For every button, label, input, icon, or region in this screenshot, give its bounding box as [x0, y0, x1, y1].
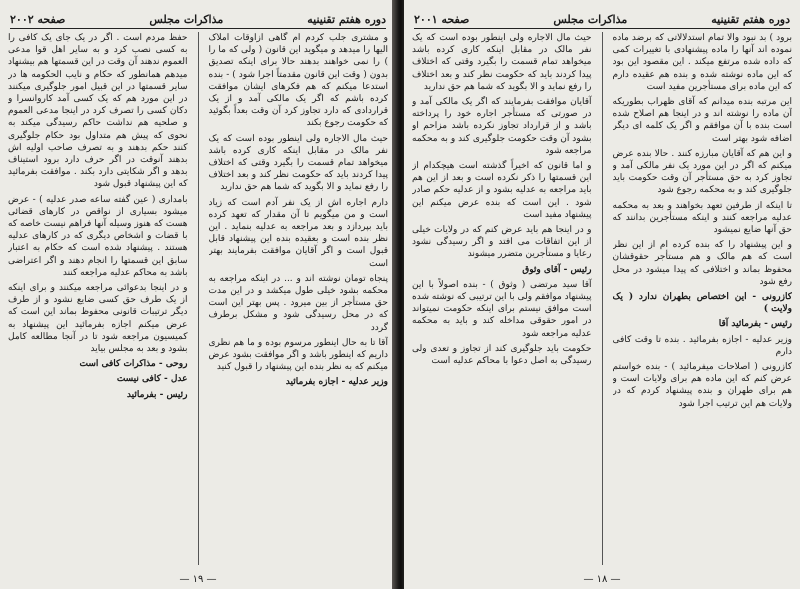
right-page-header [414, 4, 790, 29]
page-footer: — ۱۸ — [583, 574, 621, 585]
column-divider [198, 32, 199, 565]
paragraph: و این پیشنهاد را که بنده کرده ام از این نظر است که هم مالک و هم مستأجر حقوقشان محفوظ بماند و اختلافی که پیدا میشود در محل رفع شود [612, 240, 792, 287]
text-column [209, 32, 389, 565]
page-number-label: صفحه ۲۰۰۱ [414, 13, 470, 26]
paragraph: حیث مال الاجاره ولی اینطور بوده است که یک نفر مالک در مقابل اینکه کاری کرده باشد میخواهد تمام قسمت را بگیرد وقتی که اختلاف پیدا کردند باید که حکومت نظر کند و بعد اختلاف را رفع نماید و الا بگوید که شما هم حق ندارید [412, 33, 592, 92]
running-title: مذاکرات مجلس [149, 13, 224, 26]
speaker-line: عدل - کافی نیست [116, 374, 188, 385]
paragraph: برود ) بد نبود والا تمام استدلالاتی که برضد ماده نموده اند آنها را ماده پیشنهادی با تغییرات کمی که داده شده مرتفع میکند . این مقصود این بود که این ماده نوشته شده و بنده هم عقیده دارم که این ماده برای مستأجرین مفید است [612, 33, 792, 92]
paragraph: حفظ مردم است . اگر در یک جای یک کافی را به کسی نصب کرد و به سایر اهل قوا مدعی العموم ندهند آن وقت در این قسمتها هم بیشنهاد میدهم همانطور که حکام و نایب الحکومه ها در سایر قسمتها در این قبیل امور جلوگیری میکنند در این مورد هم که یک کسی آمد کاروانسرا و دکان کسی را تصرف کرد در اینجا مدعی العموم و صلحیه هم نداشت حاکم رسیدگی میکند به نحوی که پیش هم متداول بود حکام جلوگیری کنند حکم بدهند و به تصرف صاحب اولیه اش بدهند آنوقت در اگر حرف دارد برود استیناف بدهد و اگر شکایتی دارد بکند . موافقت بفرمائید که این پیشنهاد قبول شود [8, 33, 188, 190]
paragraph: حیث مال الاجاره ولی اینطور بوده است که یک نفر مالک در مقابل اینکه کاری کرده باشد میخواهد تمام قسمت را بگیرد وقتی که اختلاف پیدا کردند باید که حکومت نظر کند و بعد اختلاف را رفع نماید و الا بگوید که شما هم حق ندارید [208, 133, 388, 193]
speaker-line: رئیس - آقای وثوق [522, 264, 592, 275]
paragraph: این مرتبه بنده میدانم که آقای ظهراب بطوریکه آن ماده را نوشته اند و در اینجا هم اصلاح شده است بنده با آن موافقم و اگر یک کلمه ای دیگر اضافه شود بهتر است [612, 97, 792, 144]
page-number-label: صفحه ۲۰۰۲ [10, 13, 66, 26]
session-label: دوره هفتم تقنینیه [307, 13, 386, 26]
paragraph: آقا سید مرتضی ( وثوق ) - بنده اصولاً با این پیشنهاد موافقم ولی با این ترتیبی که نوشته شده است موافق نیستم برای اینکه حکومت نمیتواند در امور حقوقی مداخله کند و باید به محکمه عدلیه مراجعه شود [412, 279, 592, 339]
paragraph: و در اینجا هم باید عرض کنم که در ولایات خیلی از این اتفاقات می افتد و اگر رسیدگی نشود رعایا و مستأجرین متضرر میشوند [412, 225, 592, 260]
paragraph: وزیر عدلیه - اجازه بفرمائید . بنده تا وقت کافی دارم [612, 334, 792, 357]
column-divider [602, 32, 603, 565]
page-footer: — ۱۹ — [179, 574, 217, 585]
right-page-columns [412, 32, 792, 565]
right-page [404, 0, 800, 589]
paragraph: و مشتری جلب کردم ام گاهی ازاوقات املاک الیها را میدهد و میگوید این قانون ( ولی که ما را ) را نمی خواهند بدهند حالا برای اینکه تصدیق بدون ( وقت این قانون مقدمتاً اجرا شود ) - بنده استدعا میکنم که هم فکرهای ایشان موافقت کرده باشم که اگر یک مالکی آمد و از یک قراردادی که دارد تجاوز کرد آن وقت بعداً بگوئید که حکومت رجوع بکند [208, 33, 388, 129]
text-column [8, 32, 188, 565]
paragraph: و این هم که آقایان مبارزه کنند . حالا بنده عرض میکنم که اگر در این مورد یک نفر مالکی آمد و تجاوز کرد به حق مستأجر آن وقت حکومت باید جلوگیری کند و به محکمه رجوع شود [612, 148, 792, 196]
speaker-line: رئیس - بفرمائید آقا [718, 319, 792, 330]
paragraph: حکومت باید جلوگیری کند از تجاوز و تعدی ولی رسیدگی به اصل دعوا با محاکم عدلیه است [412, 343, 592, 367]
speaker-line: روحی - مذاکرات کافی است [79, 359, 188, 370]
session-label: دوره هفتم تقنینیه [711, 13, 790, 26]
paragraph: و در اینجا بدعوائی مراجعه میکنند و برای اینکه از یک طرف حق کسی ضایع نشود و از طرف دیگر ترتیبات قانونی محفوظ بماند این است که عرض میکنم اجازه بفرمائید این پیشنهاد به کمیسیون مراجعه شود تا در آنجا مطالعه کامل بشود و بعد به مجلس بیاید [8, 283, 188, 355]
left-page-header [10, 4, 386, 29]
paragraph: کازرونی ( اصلاحات میفرمائید ) - بنده خواستم عرض کنم که این ماده هم برای ولایات است و هم برای طهران و بنده پیشنهاد کردم که در ولایات هم این ترتیب اجرا شود [612, 362, 792, 409]
speaker-line: رئیس - بفرمائید [126, 389, 188, 400]
text-column [613, 32, 793, 565]
paragraph: تا اینکه از طرفین تعهد بخواهند و بعد به محکمه عدلیه مراجعه کنند و اینکه مستأجرین بدانند که حق آنها ضایع نمیشود [612, 200, 792, 236]
text-column [412, 32, 592, 565]
left-page-columns [8, 32, 388, 565]
speaker-line: وزیر عدلیه - اجازه بفرمائید [285, 377, 388, 388]
left-page [0, 0, 396, 589]
paragraph: بامداری ( عین گفته ساعه صدر عدلیه ) - عرض میشود بسیاری از نواقص در کارهای قضائی هست که هنوز وسیله آنها فراهم نیست خاصه که با قضات و اشخاص دیگری که در کارهای عدلیه هستند . پیشنهاد شده است که حکام به اعتبار سابق این قسمتها را انجام دهند و اگر اعتراضی باشد به محاکم عدلیه مراجعه کنند [8, 194, 188, 278]
paragraph: و اما قانون که اخیراً گذشته است هیچکدام از این قسمتها را ذکر نکرده است و بعد از این هم باید مراجعه به عدلیه بشود و از عدلیه حکم صادر شود . این است که بنده عرض میکنم این پیشنهاد مفید است [412, 161, 592, 220]
paragraph: آقایان موافقت بفرمایند که اگر یک مالکی آمد و در صورتی که مستأجر اجاره خود را پرداخته باشد و از قرارداد تجاوز نکرده باشد مزاحم او بشود آن وقت حکومت جلوگیری کند و به محکمه مراجعه شود [412, 97, 592, 156]
paragraph: دارم اجاره اش از یک نفر آدم است که زیاد است و من میگویم تا آن مقدار که تعهد کرده باید بپردازد و بعد مراجعه به عدلیه بنماید . این نظر بنده است و بعقیده بنده این پیشنهاد قابل قبول است و اگر آقایان موافقت بفرمایند بهتر است [208, 197, 388, 269]
paragraph: آقا تا به حال اینطور مرسوم بوده و ما هم نظری داریم که اینطور باشد و اگر موافقت بشود عرض میکنم که به نظر بنده این پیشنهاد را قبول کنید [208, 337, 388, 373]
paragraph: پنجاه تومان نوشته اند و ... در اینکه مراجعه به محکمه بشود خیلی طول میکشد و در این مدت حق مستأجر از بین میرود . پس بهتر این است که در محل رسیدگی شود و مشکل برطرف گردد [208, 273, 388, 333]
running-title: مذاکرات مجلس [553, 13, 628, 26]
speaker-line: کازرونی - این اختصاص بطهران ندارد ( یک ولایت ) [612, 292, 792, 315]
